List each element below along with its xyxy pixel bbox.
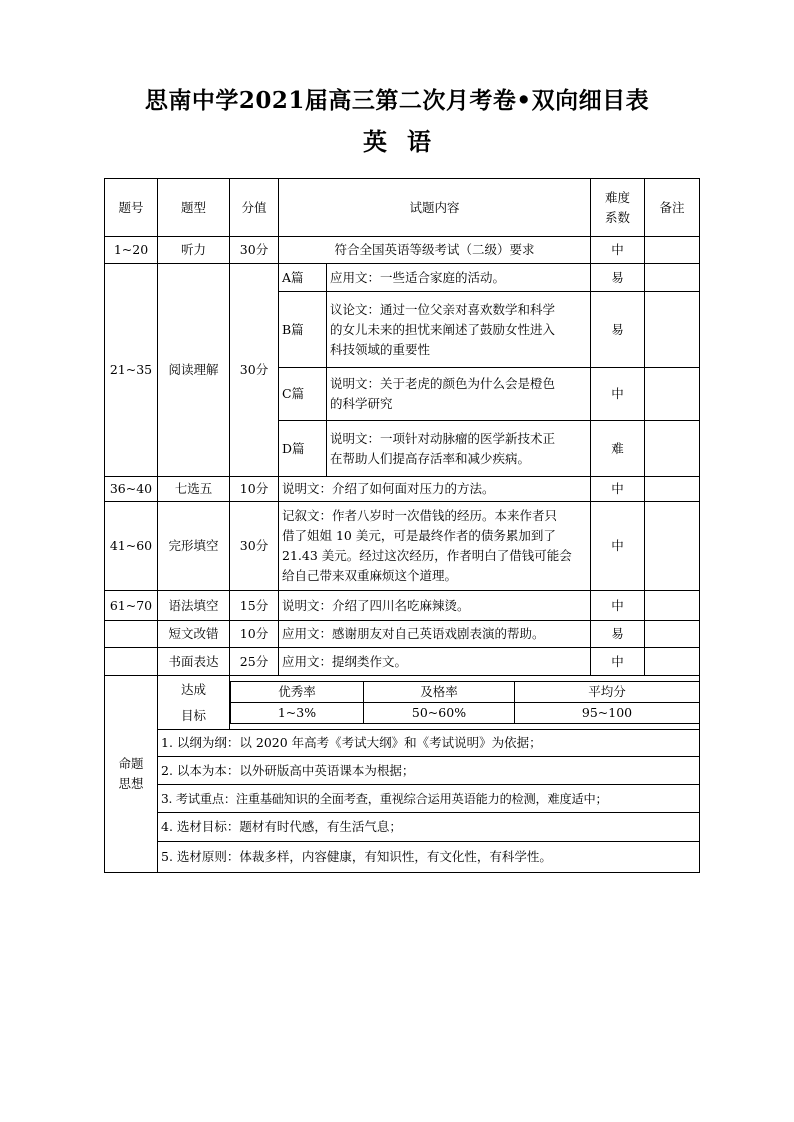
list-item: [105, 813, 700, 842]
goals-label: [158, 676, 230, 730]
cell-remark: [645, 264, 700, 292]
thought-item: 5. 选材原则：体裁多样，内容健康，有知识性，有文化性，有科学性。: [158, 842, 700, 873]
passage-label: B篇: [279, 292, 327, 368]
cell-score: 30分: [230, 264, 279, 477]
cell-difficulty: 中: [591, 648, 645, 676]
cell-score: 10分: [230, 477, 279, 502]
cell-type: 七选五: [158, 477, 230, 502]
cell-score: 25分: [230, 648, 279, 676]
cell-remark: [645, 621, 700, 648]
cell-content: 说明文：介绍了如何面对压力的方法。: [279, 477, 591, 502]
cell-score: 15分: [230, 591, 279, 621]
passage-label: A篇: [279, 264, 327, 292]
goals-cell: [230, 676, 700, 730]
goals-header-average: 平均分: [515, 682, 700, 703]
cell-content: 应用文：提纲类作文。: [279, 648, 591, 676]
cell-remark: [645, 421, 700, 477]
subject-title: [0, 122, 794, 157]
goals-header-excellent: 优秀率: [231, 682, 364, 703]
cell-type: 短文改错: [158, 621, 230, 648]
content-line: 的科学研究: [330, 396, 393, 411]
document-title: 思南中学2021届高三第二次月考卷•双向细目表: [144, 87, 650, 114]
cell-difficulty: 难: [591, 421, 645, 477]
goals-header-pass: 及格率: [364, 682, 515, 703]
goals-label-line1: 达成: [180, 681, 206, 697]
cell-difficulty: 易: [591, 264, 645, 292]
header-type: 题型: [158, 179, 230, 237]
thought-item: 2. 以本为本：以外研版高中英语课本为根据；: [158, 757, 700, 785]
cell-score: 30分: [230, 502, 279, 591]
content-line: 21.43 美元。经过这次经历，作者明白了借钱可能会: [282, 548, 572, 563]
cell-content: 应用文：感谢朋友对自己英语戏剧表演的帮助。: [279, 621, 591, 648]
cell-type: 书面表达: [158, 648, 230, 676]
list-item: [105, 730, 700, 757]
content-line: 说明文：一项针对动脉瘤的医学新技术正: [330, 430, 556, 446]
cell-remark: [645, 502, 700, 591]
cell-remark: [645, 368, 700, 421]
cell-difficulty: 中: [591, 502, 645, 591]
cell-content: [279, 502, 591, 591]
cell-no: 41~60: [105, 502, 158, 591]
header-difficulty-line1: 难度: [605, 189, 631, 205]
cell-type: 阅读理解: [158, 264, 230, 477]
table-header-row: [105, 179, 700, 237]
thought-item: 4. 选材目标：题材有时代感，有生活气息；: [158, 813, 700, 842]
cell-no: 36~40: [105, 477, 158, 502]
list-item: [105, 757, 700, 785]
table-row: [105, 237, 700, 264]
cell-remark: [645, 591, 700, 621]
header-remark: 备注: [645, 179, 700, 237]
header-difficulty: [591, 179, 645, 237]
cell-no: 61~70: [105, 591, 158, 621]
passage-label: C篇: [279, 368, 327, 421]
goals-label-line2: 目标: [180, 707, 206, 723]
content-line: 借了姐姐 10 美元，可是最终作者的债务累加到了: [282, 528, 556, 544]
header-no: 题号: [105, 179, 158, 237]
thought-label-line1: 命题: [118, 756, 144, 771]
passage-content: [327, 368, 591, 421]
cell-no: 1~20: [105, 237, 158, 264]
table-row: [105, 264, 700, 292]
cell-remark: [645, 477, 700, 502]
goals-table: [230, 681, 699, 724]
passage-content: [327, 292, 591, 368]
table-row: [105, 621, 700, 648]
cell-difficulty: 中: [591, 237, 645, 264]
table-row: [105, 477, 700, 502]
cell-content: 说明文：介绍了四川名吃麻辣烫。: [279, 591, 591, 621]
goals-value-pass: 50~60%: [364, 703, 515, 724]
table-row: [105, 502, 700, 591]
thought-label-line2: 思想: [118, 776, 144, 791]
cell-content: 符合全国英语等级考试（二级）要求: [279, 237, 591, 264]
content-line: 在帮助人们提高存活率和减少疾病。: [330, 450, 531, 466]
content-line: 说明文：关于老虎的颜色为什么会是橙色: [330, 376, 556, 391]
content-line: 给自己带来双重麻烦这个道理。: [282, 567, 458, 583]
cell-difficulty: 中: [591, 477, 645, 502]
cell-remark: [645, 292, 700, 368]
cell-no: 21~35: [105, 264, 158, 477]
content-line: 的女儿未来的担忧来阐述了鼓励女性进入: [330, 321, 556, 337]
cell-difficulty: 易: [591, 621, 645, 648]
cell-score: 30分: [230, 237, 279, 264]
cell-difficulty: 易: [591, 292, 645, 368]
passage-content: 应用文：一些适合家庭的活动。: [327, 264, 591, 292]
table-row: [105, 591, 700, 621]
thought-label: [105, 676, 158, 873]
content-line: 记叙文：作者八岁时一次借钱的经历。本来作者只: [282, 508, 558, 524]
thought-item: 1. 以纲为纲：以 2020 年高考《考试大纲》和《考试说明》为依据；: [158, 730, 700, 757]
cell-no: [105, 648, 158, 676]
cell-no: [105, 621, 158, 648]
header-content: 试题内容: [279, 179, 591, 237]
table-row: [105, 648, 700, 676]
content-line: 议论文：通过一位父亲对喜欢数学和科学: [330, 301, 556, 317]
list-item: [105, 842, 700, 873]
spec-table: [104, 178, 700, 873]
content-line: 科技领域的重要性: [330, 341, 431, 357]
passage-label: D篇: [279, 421, 327, 477]
passage-content: [327, 421, 591, 477]
list-item: [105, 785, 700, 813]
cell-difficulty: 中: [591, 368, 645, 421]
cell-remark: [645, 237, 700, 264]
subject-char-1: 英: [363, 127, 387, 156]
cell-type: 听力: [158, 237, 230, 264]
goals-row: [105, 676, 700, 730]
cell-remark: [645, 648, 700, 676]
goals-value-average: 95~100: [515, 703, 700, 724]
subject-char-2: 语: [407, 127, 431, 156]
header-score: 分值: [230, 179, 279, 237]
cell-difficulty: 中: [591, 591, 645, 621]
header-difficulty-line2: 系数: [605, 209, 631, 225]
cell-type: 语法填空: [158, 591, 230, 621]
thought-item: 3. 考试重点：注重基础知识的全面考查，重视综合运用英语能力的检测，难度适中；: [158, 785, 700, 813]
cell-type: 完形填空: [158, 502, 230, 591]
goals-value-excellent: 1~3%: [231, 703, 364, 724]
cell-score: 10分: [230, 621, 279, 648]
